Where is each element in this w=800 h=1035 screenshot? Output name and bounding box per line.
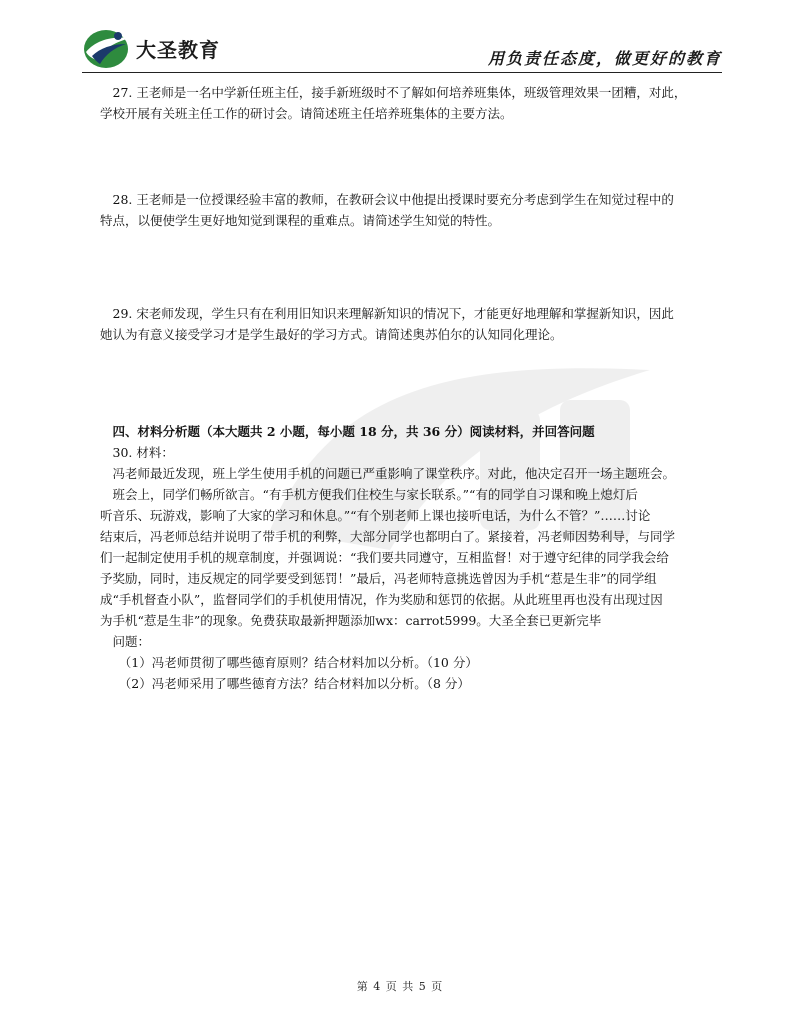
page-indicator: 第 4 页 共 5 页 bbox=[356, 980, 444, 993]
material-line: 为手机“惹是生非”的现象。免费获取最新押题添加wx：carrot5999。大圣全套已更新完毕 bbox=[100, 613, 602, 628]
page-header bbox=[82, 26, 722, 74]
material-line: 成“手机督查小队”，监督同学们的手机使用情况，作为奖励和惩罚的依据。从此班里再也没有出现过因 bbox=[100, 592, 663, 607]
header-divider bbox=[82, 72, 722, 73]
material-line: 班会上，同学们畅所欲言。“有手机方便我们住校生与家长联系。”“有的同学自习课和晚上熄灯后 bbox=[112, 487, 638, 502]
question-29-line-1: 29. 宋老师发现，学生只有在利用旧知识来理解新知识的情况下，才能更好地理解和掌握新知识，因此 bbox=[112, 306, 674, 321]
material-line: 听音乐、玩游戏，影响了大家的学习和休息。”“有个别老师上课也接听电话，为什么不管？”……讨论 bbox=[100, 508, 651, 523]
section-4-title: 四、材料分析题（本大题共 2 小题，每小题 18 分，共 36 分）阅读材料，并回答问题 bbox=[112, 424, 595, 439]
question-30-label: 30. 材料： bbox=[112, 445, 174, 460]
sub-question-2: （2）冯老师采用了哪些德育方法？结合材料加以分析。（8 分） bbox=[118, 676, 470, 691]
question-27-line-1: 27. 王老师是一名中学新任班主任，接手新班级时不了解如何培养班集体，班级管理效果一团糟，对此， bbox=[112, 85, 687, 100]
questions-label: 问题： bbox=[112, 634, 151, 649]
material-line: 冯老师最近发现，班上学生使用手机的问题已严重影响了课堂秩序。对此，他决定召开一场主题班会。 bbox=[112, 466, 676, 481]
bird-swoosh-logo-icon bbox=[82, 26, 132, 70]
question-29-line-2: 她认为有意义接受学习才是学生最好的学习方式。请简述奥苏伯尔的认知同化理论。 bbox=[100, 327, 563, 342]
question-28-line-2: 特点，以便使学生更好地知觉到课程的重难点。请简述学生知觉的特性。 bbox=[100, 213, 501, 228]
material-line: 结束后，冯老师总结并说明了带手机的利弊，大部分同学也都明白了。紧接着，冯老师因势利导，与同学 bbox=[100, 529, 676, 544]
sub-question-1: （1）冯老师贯彻了哪些德育原则？结合材料加以分析。（10 分） bbox=[118, 655, 478, 670]
brand-name: 大圣教育 bbox=[136, 38, 220, 62]
question-28-line-1: 28. 王老师是一位授课经验丰富的教师，在教研会议中他提出授课时要充分考虑到学生在知觉过程中的 bbox=[112, 192, 674, 207]
question-27-line-2: 学校开展有关班主任工作的研讨会。请简述班主任培养班集体的主要方法。 bbox=[100, 106, 513, 121]
header-slogan: 用负责任态度，做更好的教育 bbox=[487, 49, 722, 68]
page-content bbox=[100, 82, 722, 694]
material-line: 们一起制定使用手机的规章制度，并强调说：“我们要共同遵守，互相监督！对于遵守纪律的同学我会给 bbox=[100, 550, 669, 565]
material-line: 予奖励，同时，违反规定的同学要受到惩罚！”最后，冯老师特意挑选曾因为手机“惹是生非”的同学组 bbox=[100, 571, 657, 586]
